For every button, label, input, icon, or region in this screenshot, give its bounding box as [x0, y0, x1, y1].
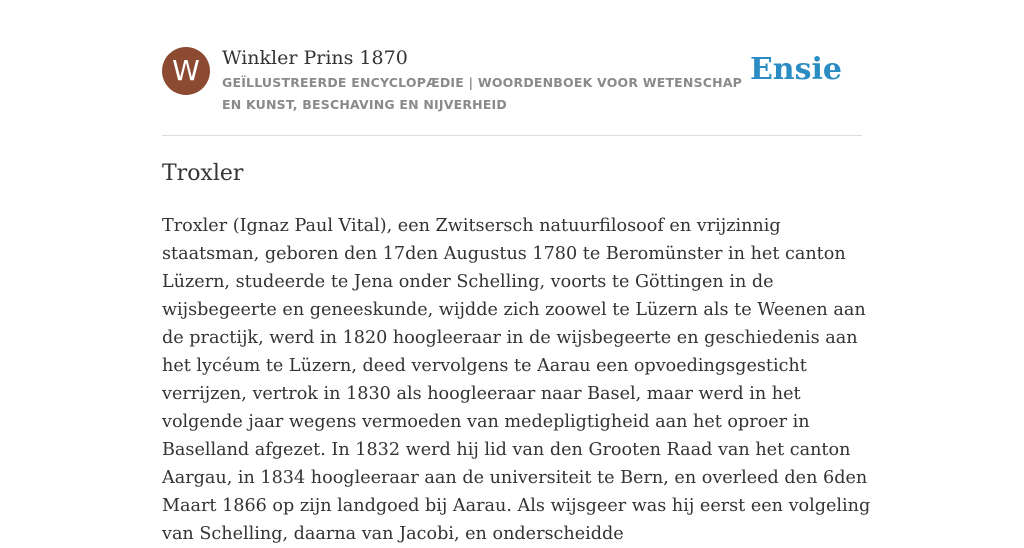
source-avatar: W [162, 47, 210, 95]
source-subtitle: GEÏLLUSTREERDE ENCYCLOPÆDIE | WOORDENBOEK VOOR WETENSCHAP EN KUNST, BESCHAVING EN NIJVERHEID [222, 75, 743, 112]
article-body: Troxler (Ignaz Paul Vital), een Zwitsersch natuurfilosoof en vrijzinnig staatsman, geboren den 17den Augustus 1780 te Beromünster in het canton Lüzern, studeerde te Jena onder Schelling, voorts te Göttingen in de wijsbegeerte en geneeskunde, wijdde zich zoowel te Lüzern als te Weenen aan de practijk, werd in 1820 hoogleeraar in de wijsbegeerte en geschiedenis aan het lycéum te Lüzern, deed vervolgens te Aarau een opvoedingsgesticht verrijzen, vertrok in 1830 als hoogleeraar naar Basel, maar werd in het volgende jaar wegens vermoeden van medepligtigheid aan het oproer in Baselland afgezet. In 1832 werd hij lid van den Grooten Raad van het canton Aargau, in 1834 hoogleeraar aan de universiteit te Bern, en overleed den 6den Maart 1866 op zijn landgoed bij Aarau. Als wijsgeer was hij eerst een volgeling van Schelling, daarna van Jacobi, en onderscheidde [162, 216, 871, 544]
article-title: Troxler [162, 161, 244, 186]
source-title[interactable]: Winkler Prins 1870 [222, 47, 408, 69]
ensie-logo[interactable]: Ensie [749, 52, 842, 87]
source-header [162, 44, 862, 136]
